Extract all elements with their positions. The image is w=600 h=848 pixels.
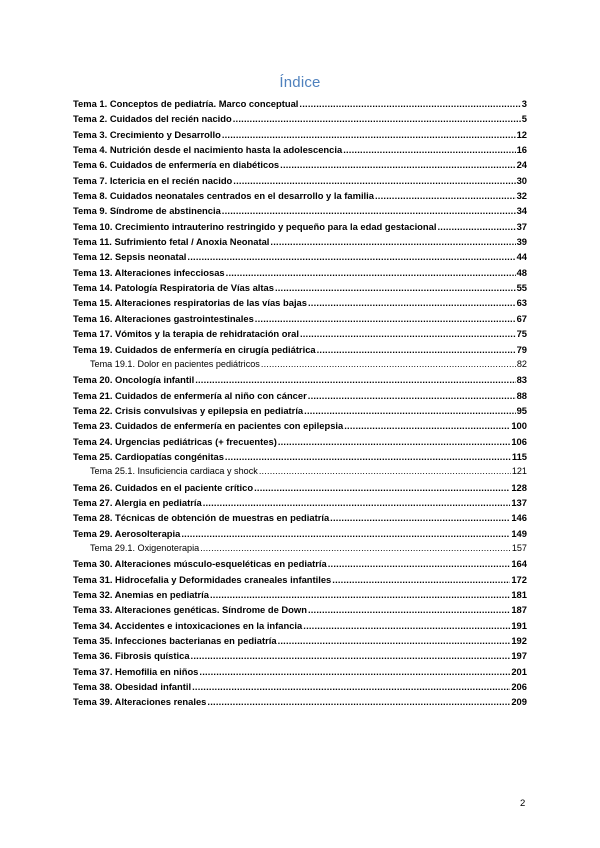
toc-entry-label: Tema 4. Nutrición desde el nacimiento hasta la adolescencia [73, 144, 343, 156]
toc-entry[interactable] [73, 556, 527, 571]
toc-title: Índice [279, 74, 321, 91]
dot-leader [226, 265, 516, 280]
dot-leader [270, 234, 515, 249]
toc-entry-label: Tema 11. Sufrimiento fetal / Anoxia Neonatal [73, 236, 270, 248]
toc-entry-label: Tema 6. Cuidados de enfermería en diabéticos [73, 159, 280, 171]
toc-entry-page: 209 [511, 696, 527, 708]
toc-entry-page: 44 [516, 251, 527, 263]
toc-entry-label: Tema 24. Urgencias pediátricas (+ frecuentes) [73, 435, 277, 447]
toc-entry-page: 82 [516, 358, 527, 369]
toc-entry-page: 191 [511, 619, 527, 631]
toc-entry-page: 121 [511, 466, 527, 477]
toc-entry[interactable] [73, 372, 527, 387]
dot-leader [375, 188, 516, 203]
toc-entry[interactable] [73, 495, 527, 510]
dot-leader [330, 510, 510, 525]
toc-entry-label: Tema 23. Cuidados de enfermería en pacientes con epilepsia [73, 420, 344, 432]
toc-entry-label: Tema 2. Cuidados del recién nacido [73, 113, 232, 125]
toc-entry-label: Tema 22. Crisis convulsivas y epilepsia en pediatría [73, 404, 304, 416]
dot-leader [328, 556, 511, 571]
toc-entry[interactable] [73, 219, 527, 234]
toc-entry[interactable] [73, 249, 527, 264]
toc-entry-page: 95 [516, 404, 527, 416]
toc-entry-page: 146 [511, 512, 527, 524]
toc-entry-page: 32 [516, 190, 527, 202]
toc-entry-label: Tema 13. Alteraciones infecciosas [73, 266, 225, 278]
dot-leader [343, 142, 515, 157]
toc-entry-page: 100 [511, 420, 527, 432]
toc-entry[interactable] [73, 694, 527, 709]
toc-entry-label: Tema 34. Accidentes e intoxicaciones en la infancia [73, 619, 303, 631]
dot-leader [317, 342, 516, 357]
toc-subentry[interactable] [73, 357, 527, 372]
toc-entry-page: 48 [516, 266, 527, 278]
toc-entry[interactable] [73, 418, 527, 433]
toc-entry-page: 164 [511, 558, 527, 570]
dot-leader [207, 694, 510, 709]
toc-entry[interactable] [73, 572, 527, 587]
toc-entry-label: Tema 3. Crecimiento y Desarrollo [73, 128, 221, 140]
toc-entry-label: Tema 37. Hemofilia en niños [73, 665, 199, 677]
toc-entry-label: Tema 14. Patología Respiratoria de Vías altas [73, 282, 274, 294]
dot-leader [308, 295, 516, 310]
toc-entry-label: Tema 26. Cuidados en el paciente crítico [73, 481, 254, 493]
dot-leader [259, 464, 511, 479]
dot-leader [222, 203, 516, 218]
toc-entry-label: Tema 27. Alergia en pediatría [73, 496, 202, 508]
toc-entry-label: Tema 7. Ictericia en el recién nacido [73, 174, 233, 186]
toc-entry[interactable] [73, 96, 527, 111]
toc-entry-page: 67 [516, 312, 527, 324]
toc-entry-page: 157 [511, 542, 527, 553]
toc-entry[interactable] [73, 326, 527, 341]
toc-entry[interactable] [73, 173, 527, 188]
toc-entry[interactable] [73, 679, 527, 694]
toc-entry-page: 3 [521, 98, 527, 109]
toc-entry-page: 37 [516, 220, 527, 232]
dot-leader [278, 434, 511, 449]
toc-entry-page: 197 [511, 650, 527, 662]
toc-entry-page: 75 [516, 328, 527, 340]
toc-entry-page: 201 [511, 665, 527, 677]
toc-entry[interactable] [73, 157, 527, 172]
dot-leader [255, 311, 516, 326]
toc-entry-label: Tema 31. Hidrocefalia y Deformidades craneales infantiles [73, 573, 332, 585]
toc-entry[interactable] [73, 127, 527, 142]
dot-leader [200, 541, 511, 556]
dot-leader [304, 403, 515, 418]
toc-entry[interactable] [73, 510, 527, 525]
toc-subentry[interactable] [73, 541, 527, 556]
toc-entry-page: 30 [516, 174, 527, 186]
toc-entry[interactable] [73, 234, 527, 249]
toc-entry[interactable] [73, 111, 527, 126]
toc-entry-label: Tema 33. Alteraciones genéticas. Síndrome de Down [73, 604, 307, 616]
toc-entry-label: Tema 30. Alteraciones músculo-esqueléticas en pediatría [73, 558, 327, 570]
toc-entry-page: 5 [521, 113, 527, 125]
toc-entry-page: 115 [511, 450, 527, 462]
toc-entry-label: Tema 32. Anemias en pediatría [73, 589, 209, 600]
toc-entry-page: 128 [511, 481, 527, 493]
toc-entry-label: Tema 15. Alteraciones respiratorias de las vías bajas [73, 297, 307, 309]
toc-entry[interactable] [73, 526, 527, 541]
toc-entry-label: Tema 19. Cuidados de enfermería en cirugía pediátrica [73, 343, 316, 355]
toc-entry[interactable] [73, 311, 527, 326]
toc-entry-label: Tema 29.1. Oxigenoterapia [90, 542, 200, 553]
dot-leader [300, 326, 516, 341]
dot-leader [191, 648, 511, 663]
page-number: 2 [520, 798, 526, 809]
dot-leader [222, 127, 516, 142]
toc-entry-label: Tema 36. Fibrosis quística [73, 650, 190, 662]
toc-entry-page: 83 [516, 374, 527, 386]
toc-entry-label: Tema 9. Síndrome de abstinencia [73, 205, 221, 217]
toc-entry[interactable] [73, 342, 527, 357]
toc-entry-label: Tema 12. Sepsis neonatal [73, 251, 187, 263]
dot-leader [225, 449, 511, 464]
toc-entry-label: Tema 21. Cuidados de enfermería al niño con cáncer [73, 389, 307, 401]
toc-entry[interactable] [73, 388, 527, 403]
toc-subentry[interactable] [73, 464, 527, 479]
toc-entry-label: Tema 1. Conceptos de pediatría. Marco conceptual [73, 98, 299, 109]
dot-leader [192, 679, 510, 694]
dot-leader [233, 111, 521, 126]
toc-entry[interactable] [73, 480, 527, 495]
dot-leader [199, 664, 510, 679]
toc-entry-page: 192 [511, 635, 527, 647]
dot-leader [233, 173, 515, 188]
toc-entry-label: Tema 29. Aerosolterapia [73, 527, 181, 539]
toc-entry-page: 55 [516, 282, 527, 294]
toc-entry[interactable] [73, 403, 527, 418]
toc-entry-page: 172 [511, 573, 527, 585]
toc-entry-page: 34 [516, 205, 527, 217]
dot-leader [254, 480, 510, 495]
toc-entry[interactable] [73, 648, 527, 663]
toc-entry-page: 106 [511, 435, 527, 447]
toc-entry-page: 12 [516, 128, 527, 140]
toc-entry-page: 137 [511, 496, 527, 508]
toc-entry-label: Tema 10. Crecimiento intrauterino restringido y pequeño para la edad gestacional [73, 220, 437, 232]
toc-entry[interactable] [73, 280, 527, 295]
toc-entry-label: Tema 17. Vómitos y la terapia de rehidratación oral [73, 328, 299, 340]
toc-entry[interactable] [73, 633, 527, 648]
toc-entry-page: 24 [516, 159, 527, 171]
toc-entry-label: Tema 25. Cardiopatías congénitas [73, 450, 224, 462]
toc-entry-page: 206 [511, 681, 527, 693]
toc-entry-page: 39 [516, 236, 527, 248]
toc-entry-label: Tema 16. Alteraciones gastrointestinales [73, 312, 254, 324]
table-of-contents [73, 96, 527, 710]
toc-entry[interactable] [73, 142, 527, 157]
toc-entry[interactable] [73, 203, 527, 218]
dot-leader [299, 96, 520, 111]
toc-entry[interactable] [73, 602, 527, 617]
toc-entry-page: 63 [516, 297, 527, 309]
toc-entry-page: 181 [511, 589, 527, 600]
dot-leader [181, 526, 510, 541]
toc-entry-label: Tema 39. Alteraciones renales [73, 696, 207, 708]
toc-entry-page: 88 [516, 389, 527, 401]
dot-leader [210, 587, 510, 602]
toc-entry[interactable] [73, 449, 527, 464]
dot-leader [275, 280, 516, 295]
dot-leader [344, 418, 510, 433]
toc-entry-label: Tema 20. Oncología infantil [73, 374, 195, 386]
dot-leader [278, 633, 511, 648]
dot-leader [308, 602, 510, 617]
toc-entry-label: Tema 19.1. Dolor en pacientes pediátricos [90, 358, 260, 369]
toc-entry[interactable] [73, 295, 527, 310]
dot-leader [195, 372, 515, 387]
dot-leader [308, 388, 516, 403]
dot-leader [332, 572, 510, 587]
dot-leader [437, 219, 515, 234]
dot-leader [280, 157, 515, 172]
toc-entry[interactable] [73, 434, 527, 449]
toc-entry[interactable] [73, 188, 527, 203]
toc-entry[interactable] [73, 265, 527, 280]
toc-entry[interactable] [73, 587, 527, 602]
toc-entry-label: Tema 35. Infecciones bacterianas en pediatría [73, 635, 277, 647]
toc-entry-label: Tema 8. Cuidados neonatales centrados en el desarrollo y la familia [73, 190, 374, 202]
toc-entry-page: 149 [511, 527, 527, 539]
toc-entry-page: 79 [516, 343, 527, 355]
toc-entry-label: Tema 28. Técnicas de obtención de muestras en pediatría [73, 512, 330, 524]
toc-entry-page: 16 [516, 144, 527, 156]
toc-entry[interactable] [73, 618, 527, 633]
dot-leader [203, 495, 511, 510]
toc-entry-label: Tema 38. Obesidad infantil [73, 681, 192, 693]
dot-leader [187, 249, 515, 264]
toc-entry-label: Tema 25.1. Insuficiencia cardiaca y shock [90, 466, 258, 477]
dot-leader [261, 357, 516, 372]
toc-entry-page: 187 [511, 604, 527, 616]
toc-entry[interactable] [73, 664, 527, 679]
dot-leader [303, 618, 510, 633]
